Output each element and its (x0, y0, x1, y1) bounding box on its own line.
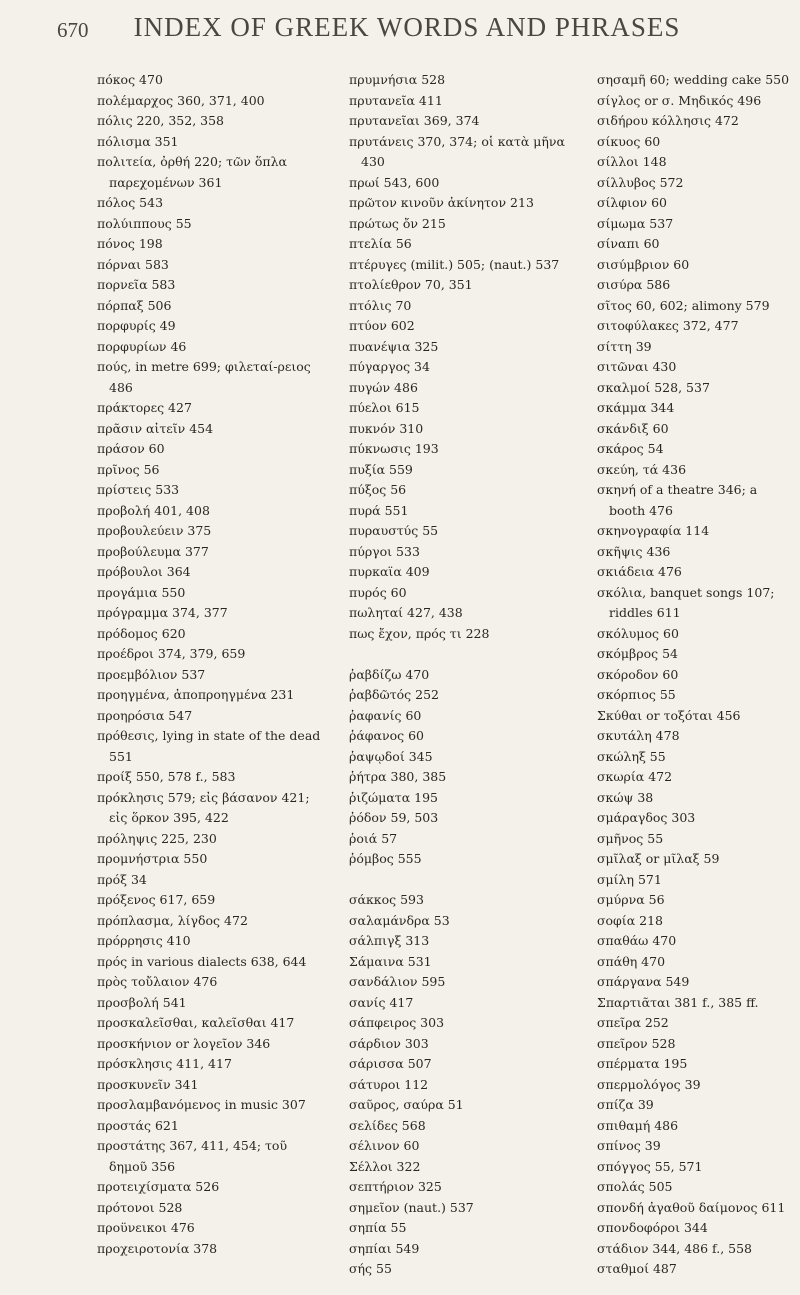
index-entry: σάτυροι 112 (349, 1076, 429, 1092)
index-entry: σπίνος 39 (597, 1138, 661, 1153)
index-entry: πύργοι 533 (349, 543, 420, 559)
index-entry: πρόδομος 620 (97, 625, 186, 641)
index-entry: πτύον 602 (349, 318, 415, 333)
index-entry: σκηνογραφία 114 (597, 523, 710, 538)
index-entry: προβολή 401, 408 (97, 502, 210, 518)
index-entry: πρυτανεῖαι 369, 374 (349, 113, 480, 128)
index-entry: προβούλευμα 377 (97, 543, 209, 559)
index-entry: πρόρρησις 410 (97, 933, 191, 948)
index-entry: προσκήνιον or λογεῖον 346 (97, 1035, 271, 1051)
index-entry: σκεύη, τά 436 (597, 461, 687, 477)
index-entry: σκάνδιξ 60 (597, 420, 669, 436)
index-entry: στάδιον 344, 486 f., 558 (597, 1240, 753, 1256)
index-entry: πρόκλησις 579; εἰς βάσανον 421; εἰς ὅρκον 395, 422 (97, 789, 310, 825)
index-entry: πρόληψις 225, 230 (97, 830, 217, 846)
index-entry: ῥήτρα 380, 385 (349, 769, 447, 784)
index-entry: πρᾶσιν αἰτεῖν 454 (97, 420, 214, 436)
index-entry: πρότονοι 528 (97, 1199, 183, 1215)
index-entry: σπίζα 39 (597, 1097, 654, 1112)
index-entry: προέδροι 374, 379, 659 (97, 646, 246, 661)
index-entry: προμνήστρια 550 (97, 851, 208, 866)
index-entry: σπάθη 470 (597, 953, 666, 969)
running-head: INDEX OF GREEK WORDS AND PHRASES (133, 12, 681, 42)
index-entry: σκωρία 472 (597, 769, 673, 784)
index-column-left (97, 70, 322, 1259)
index-entry: πρόθεσις, lying in state of the dead 551 (97, 728, 321, 764)
index-entry: πρώτως ὄν 215 (349, 215, 446, 231)
index-entry: πύξος 56 (349, 482, 407, 497)
index-entry: σκάρος 54 (597, 441, 664, 456)
index-entry: προσλαμβανόμενος in music 307 (97, 1097, 306, 1112)
index-entry: πρωί 543, 600 (349, 174, 440, 190)
index-entry: πόρναι 583 (97, 256, 169, 272)
index-entry: πρόξ 34 (97, 871, 147, 887)
index-entry: σαῦρος, σαύρα 51 (349, 1097, 464, 1112)
index-entry: ῥάφανος 60 (349, 728, 424, 743)
index-entry: πτολίεθρον 70, 351 (349, 277, 473, 292)
index-entry: σισύμβριον 60 (597, 256, 690, 272)
index-entry: πρόβουλοι 364 (97, 564, 191, 579)
index-entry: σμίλη 571 (597, 871, 662, 887)
index-entry: πόκος 470 (97, 72, 163, 87)
index-entry: σῖτος 60, 602; alimony 579 (597, 297, 770, 313)
index-entry: πρυτανεῖα 411 (349, 92, 443, 108)
index-entry: σπερμολόγος 39 (597, 1076, 701, 1092)
index-entry: ῥαψῳδοί 345 (349, 748, 433, 764)
index-entry: Σέλλοι 322 (349, 1158, 421, 1174)
index-entry: σίμωμα 537 (597, 215, 674, 231)
index-entry: σάκκος 593 (349, 892, 424, 907)
index-entry: σέλινον 60 (349, 1138, 420, 1153)
index-entry: σελίδες 568 (349, 1117, 426, 1133)
index-entry: σκιάδεια 476 (597, 564, 682, 579)
index-entry: ῥιζώματα 195 (349, 789, 438, 805)
index-entry: σκόρπιος 55 (597, 687, 676, 702)
index-entry: σίναπι 60 (597, 236, 660, 251)
index-entry: πρῶτον κινοῦν ἀκίνητον 213 (349, 195, 534, 210)
index-entry: σμῖλαξ or μῖλαξ 59 (597, 851, 720, 866)
index-entry: σκόλια, banquet songs 107; riddles 611 (597, 584, 775, 620)
index-entry: σκαλμοί 528, 537 (597, 379, 710, 395)
section-gap (349, 644, 574, 665)
index-entry: πως ἔχον, πρός τι 228 (349, 625, 490, 641)
index-entry: σανδάλιον 595 (349, 974, 446, 989)
index-entry: πυγών 486 (349, 379, 418, 395)
index-entry: σίκυος 60 (597, 133, 661, 149)
index-entry: πολέμαρχος 360, 371, 400 (97, 92, 265, 108)
index-entry: σπέρματα 195 (597, 1056, 688, 1071)
index-entry: Σπαρτιᾶται 381 f., 385 ff. (597, 994, 759, 1010)
index-entry: πρυτάνεις 370, 374; οἱ κατὰ μῆνα 430 (349, 133, 565, 169)
index-entry: σκώψ 38 (597, 789, 654, 805)
index-column-middle (349, 70, 574, 1280)
index-entry: σκόροδον 60 (597, 666, 679, 682)
index-entry: πύγαργος 34 (349, 359, 430, 374)
index-entry: πρίστεις 533 (97, 482, 180, 497)
index-entry: πόλος 543 (97, 195, 164, 210)
index-column-right (597, 70, 797, 1280)
index-entry: σκώληξ 55 (597, 748, 666, 764)
index-entry: σπονδοφόροι 344 (597, 1220, 708, 1235)
index-entry: σιδήρου κόλλησις 472 (597, 113, 739, 128)
index-entry: πόρπαξ 506 (97, 297, 172, 313)
index-entry: σηπία 55 (349, 1220, 407, 1235)
index-entry: πόλις 220, 352, 358 (97, 113, 225, 128)
index-entry: πορφυρίων 46 (97, 338, 187, 354)
index-entry: σμάραγδος 303 (597, 810, 696, 825)
index-entry: πρόξενος 617, 659 (97, 892, 216, 907)
index-entry: πυανέψια 325 (349, 338, 439, 354)
index-entry: σαλαμάνδρα 53 (349, 912, 450, 928)
index-entry: σημεῖον (naut.) 537 (349, 1199, 474, 1215)
index-entry: σηπίαι 549 (349, 1240, 420, 1256)
page-number: 670 (57, 18, 89, 42)
index-entry: προτειχίσματα 526 (97, 1179, 220, 1194)
index-entry: σάλπιγξ 313 (349, 933, 430, 948)
index-entry: πτέρυγες (milit.) 505; (naut.) 537 (349, 256, 560, 272)
index-entry: σίττη 39 (597, 338, 652, 354)
index-entry: προσκαλεῖσθαι, καλεῖσθαι 417 (97, 1015, 295, 1030)
index-entry: σίλλοι 148 (597, 154, 667, 169)
index-entry: πράσον 60 (97, 441, 165, 456)
index-entry: πρῖνος 56 (97, 461, 160, 477)
index-entry: σμῆνος 55 (597, 830, 664, 846)
index-entry: σπιθαμή 486 (597, 1117, 679, 1133)
index-entry: πορφυρίς 49 (97, 318, 176, 333)
index-entry: σταθμοί 487 (597, 1261, 677, 1276)
index-entry: προϋνεικοι 476 (97, 1220, 195, 1235)
index-entry: πτελία 56 (349, 236, 412, 251)
index-entry: σησαμῆ 60; wedding cake 550 (597, 72, 790, 87)
index-entry: σίλφιον 60 (597, 195, 668, 210)
index-entry: ῥαβδῶτός 252 (349, 687, 440, 702)
index-entry: σπάργανα 549 (597, 974, 690, 989)
index-entry: πρὸς τοὔλαιον 476 (97, 974, 218, 989)
index-entry: σίλλυβος 572 (597, 174, 684, 190)
index-entry: σμύρνα 56 (597, 892, 665, 907)
index-entry: σάρδιον 303 (349, 1035, 429, 1051)
index-entry: ῥοιά 57 (349, 830, 398, 846)
index-entry: σοφία 218 (597, 912, 663, 928)
index-entry: πυραυστύς 55 (349, 523, 439, 538)
index-entry: σκάμμα 344 (597, 400, 675, 415)
index-entry: σπεῖρα 252 (597, 1015, 669, 1030)
index-entry: σιτῶναι 430 (597, 359, 677, 374)
index-entry: σιτοφύλακες 372, 477 (597, 318, 739, 333)
index-entry: προβουλεύειν 375 (97, 523, 212, 538)
index-entry: σπαθάω 470 (597, 933, 677, 948)
index-entry: πρόγραμμα 374, 377 (97, 605, 228, 620)
index-entry: πτόλις 70 (349, 297, 412, 313)
index-entry: πορνεῖα 583 (97, 277, 176, 292)
index-entry: σπόγγος 55, 571 (597, 1158, 703, 1174)
index-entry: σάρισσα 507 (349, 1056, 432, 1071)
index-entry: σεπτήριον 325 (349, 1179, 442, 1194)
index-entry: σανίς 417 (349, 994, 414, 1010)
index-entry: πρυμνήσια 528 (349, 72, 446, 87)
index-entry: πρόσκλησις 411, 417 (97, 1056, 232, 1071)
index-entry: σίγλος or σ. Μηδικός 496 (597, 92, 762, 108)
index-entry: προστάς 621 (97, 1117, 179, 1133)
index-entry: ῥαβδίζω 470 (349, 666, 430, 682)
index-entry: πύκνωσις 193 (349, 441, 439, 456)
index-entry: σπολάς 505 (597, 1179, 673, 1194)
index-entry: προσκυνεῖν 341 (97, 1076, 199, 1092)
index-entry: πυκνόν 310 (349, 420, 424, 436)
index-entry: Σάμαινα 531 (349, 953, 432, 969)
index-entry: σκυτάλη 478 (597, 728, 680, 743)
index-entry: πρός in various dialects 638, 644 (97, 953, 307, 969)
index-entry: πύελοι 615 (349, 400, 420, 415)
index-entry: σκόμβρος 54 (597, 646, 678, 661)
index-entry: Σκύθαι or τοξόται 456 (597, 707, 741, 723)
section-gap (349, 870, 574, 891)
index-entry: πυρά 551 (349, 502, 409, 518)
index-entry: πράκτορες 427 (97, 400, 192, 415)
index-entry: σισύρα 586 (597, 277, 671, 292)
index-entry: σκόλυμος 60 (597, 625, 679, 641)
index-entry: πυρκαϊα 409 (349, 564, 430, 579)
index-entry: προηγμένα, ἀποπροηγμένα 231 (97, 687, 295, 702)
index-entry: ῥόμβος 555 (349, 851, 422, 866)
index-entry: σκηνή of a theatre 346; a booth 476 (597, 482, 758, 518)
index-entry: σκῆψις 436 (597, 543, 671, 559)
index-entry: σπονδή ἀγαθοῦ δαίμονος 611 (597, 1199, 786, 1215)
index-entry: προηρόσια 547 (97, 707, 193, 723)
index-entry: ῥόδον 59, 503 (349, 810, 439, 825)
index-entry: πολιτεία, ὀρθή 220; τῶν ὅπλα παρεχομένων 361 (97, 154, 287, 190)
page-header (57, 12, 757, 46)
index-entry: ῥαφανίς 60 (349, 707, 422, 723)
index-entry: σπεῖρον 528 (597, 1035, 676, 1051)
index-entry: πολύιππους 55 (97, 215, 192, 231)
index-entry: προχειροτονία 378 (97, 1240, 218, 1256)
index-entry: πούς, in metre 699; φιλεταί-ρειος 486 (97, 359, 311, 395)
index-entry: προσβολή 541 (97, 994, 187, 1010)
index-entry: πυρός 60 (349, 584, 407, 600)
index-entry: σάπφειρος 303 (349, 1015, 445, 1030)
index-entry: προεμβόλιον 537 (97, 666, 206, 682)
index-entry: προστάτης 367, 411, 454; τοῦ δημοῦ 356 (97, 1138, 288, 1174)
index-entry: πρόπλασμα, λίγδος 472 (97, 912, 248, 928)
index-entry: πόλισμα 351 (97, 133, 179, 149)
index-entry: πωληταί 427, 438 (349, 605, 463, 620)
index-entry: προγάμια 550 (97, 584, 186, 600)
index-entry: πόνος 198 (97, 236, 163, 251)
index-entry: προίξ 550, 578 f., 583 (97, 769, 236, 784)
index-entry: πυξία 559 (349, 461, 413, 477)
index-entry: σής 55 (349, 1261, 392, 1276)
